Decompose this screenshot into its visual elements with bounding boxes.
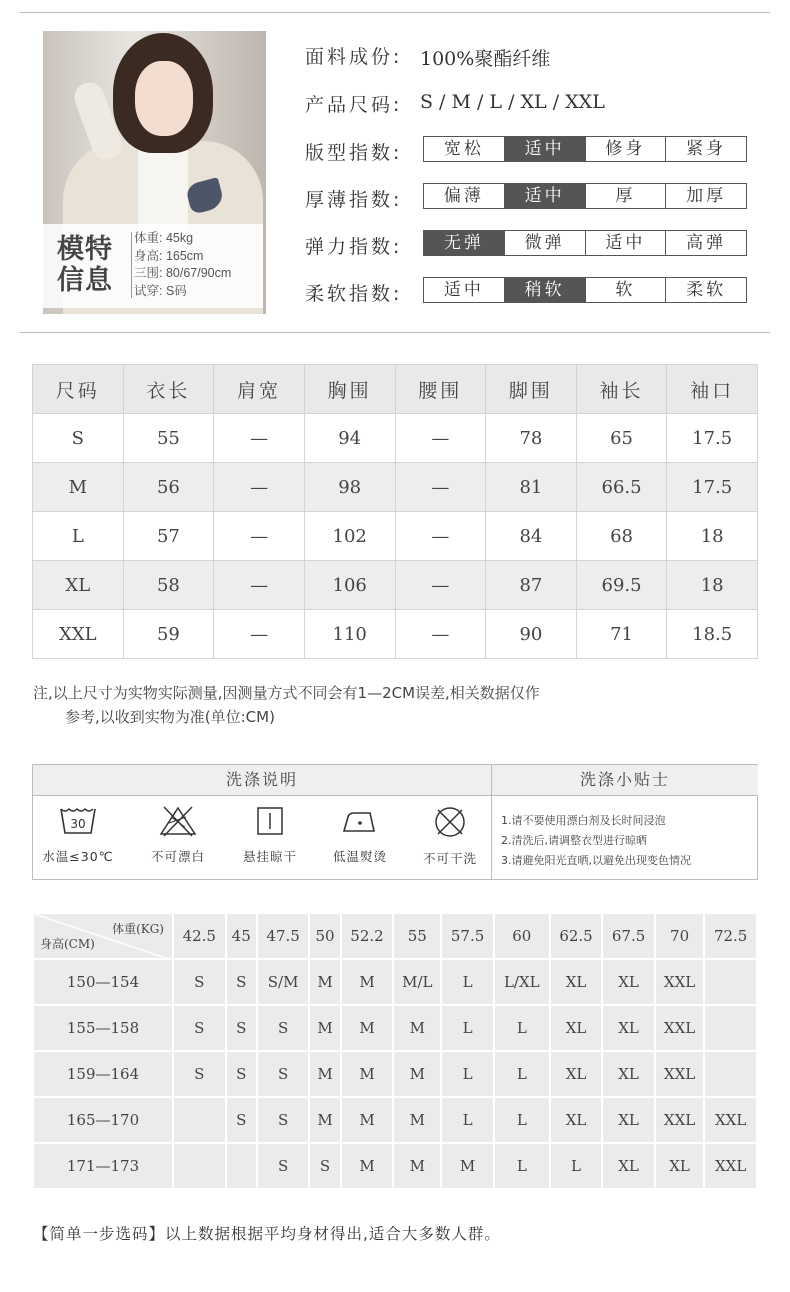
recommend-size-cell: S [173,959,226,1005]
weight-cell: 50 [309,913,340,959]
size-cell: S [33,414,124,463]
recommend-size-cell: L [441,959,494,1005]
recommend-size-cell: S [226,1051,257,1097]
height-range-cell: 159—164 [33,1051,173,1097]
size-cell: 69.5 [576,561,667,610]
size-cell: — [395,561,486,610]
no-dry-clean-item [405,805,495,867]
model-info-lines [134,230,231,300]
size-cell: 84 [486,512,577,561]
recommend-size-cell: L [494,1143,550,1189]
size-cell: 102 [304,512,395,561]
size-cell: 55 [123,414,214,463]
recommend-size-cell: M [393,1097,441,1143]
size-cell: 68 [576,512,667,561]
hang-dry-label: 悬挂晾干 [242,849,297,864]
scale-option: 厚 [585,184,666,208]
size-cell: — [214,512,305,561]
weight-cell: 55 [393,913,441,959]
size-cell: — [395,610,486,659]
height-range-cell: 171—173 [33,1143,173,1189]
wash-30-glyph: 30 [70,817,86,831]
size-cell: 65 [576,414,667,463]
scale-option: 适中 [443,280,484,300]
scale-option: 软 [585,278,666,302]
size-cell: 106 [304,561,395,610]
scale-bar [423,183,747,209]
size-cell: 18.5 [667,610,758,659]
recommend-size-cell: L [441,1097,494,1143]
size-row [33,512,758,561]
recommend-size-cell: S [173,1005,226,1051]
model-size: 试穿: S码 [134,283,187,298]
recommend-size-cell: M [309,1051,340,1097]
recommend-row [33,959,757,1005]
recommend-size-cell: M [393,1005,441,1051]
size-table [32,364,758,659]
size-cell: XL [33,561,124,610]
scale-option-selected: 无弹 [424,231,504,255]
fabric-value: 100%聚酯纤维 [420,48,551,70]
size-recommendation-table [32,912,758,1190]
scale-option-selected: 适中 [504,184,585,208]
weight-cell: 70 [655,913,704,959]
model-height: 身高: 165cm [134,248,204,263]
recommend-size-cell: S [173,1051,226,1097]
footer-note: 【简单一步选码】以上数据根据平均身材得出,适合大多数人群。 [33,1225,501,1243]
low-iron-item [315,805,405,865]
size-cell: 78 [486,414,577,463]
weight-cell: 60 [494,913,550,959]
size-cell: 58 [123,561,214,610]
recommend-size-cell: S [226,959,257,1005]
weight-cell: 42.5 [173,913,226,959]
size-cell: 87 [486,561,577,610]
wash-tip: 2.清洗后,请调整衣型进行晾晒 [501,834,647,847]
recommend-size-cell: M [393,1143,441,1189]
recommend-size-cell [704,1051,757,1097]
wash-30-icon [58,805,98,837]
scale-option: 修身 [585,137,666,161]
recommend-size-cell: XL [550,1097,603,1143]
scale-option: 偏薄 [443,186,484,206]
weight-cell: 67.5 [602,913,655,959]
wash-title: 洗涤说明 [33,765,491,796]
scale-option: 柔软 [665,278,746,302]
size-cell: 81 [486,463,577,512]
size-header-cell: 尺码 [33,365,124,414]
size-cell: 98 [304,463,395,512]
size-header-cell: 脚围 [486,365,577,414]
size-cell: 66.5 [576,463,667,512]
recommend-size-cell: M [309,959,340,1005]
recommend-size-cell [173,1143,226,1189]
recommend-size-cell: XL [602,1097,655,1143]
recommend-size-cell: XXL [655,1051,704,1097]
size-cell: 56 [123,463,214,512]
wash-care-panel [32,764,758,880]
no-bleach-icon [158,805,198,837]
wash-30-item [33,805,123,865]
wash-tip: 3.请避免阳光直晒,以避免出现变色情况 [501,854,691,867]
recommend-size-cell [704,1005,757,1051]
size-cell: 17.5 [667,414,758,463]
size-cell: — [214,463,305,512]
size-cell: L [33,512,124,561]
size-cell: 57 [123,512,214,561]
size-cell: 18 [667,561,758,610]
recommend-size-cell: M [341,959,394,1005]
scale-label: 版型指数: [305,142,403,164]
size-cell: 94 [304,414,395,463]
recommend-size-cell: S [257,1097,310,1143]
fabric-label: 面料成份: [305,46,403,68]
recommend-size-cell: XXL [704,1097,757,1143]
size-cell: 90 [486,610,577,659]
size-cell: — [395,463,486,512]
measurement-note [33,681,753,729]
recommend-size-cell: S [226,1005,257,1051]
scale-bar [423,230,747,256]
size-cell: — [395,414,486,463]
recommend-row [33,1097,757,1143]
scale-option: 高弹 [665,231,746,255]
size-cell: 110 [304,610,395,659]
scale-option: 宽松 [443,139,484,159]
recommend-row [33,1143,757,1189]
recommend-size-cell: XL [550,1051,603,1097]
size-cell: 59 [123,610,214,659]
recommend-size-cell: S [226,1097,257,1143]
recommend-size-cell: XL [655,1143,704,1189]
recommend-size-cell: XXL [655,959,704,1005]
size-cell: — [214,414,305,463]
recommend-size-cell: L [441,1005,494,1051]
model-info-title: 模特信息 [57,234,113,296]
size-table-header [33,365,758,414]
scale-bar [423,136,747,162]
wash-tip: 1.请不要使用漂白剂及长时间浸泡 [501,814,666,827]
recommend-size-cell: L [441,1051,494,1097]
recommend-size-cell: XL [602,959,655,1005]
recommend-header-row [33,913,757,959]
wash-tips-title: 洗涤小贴士 [491,765,758,796]
size-header-cell: 袖长 [576,365,667,414]
recommend-size-cell: L/XL [494,959,550,1005]
recommend-size-cell: M/L [393,959,441,1005]
size-cell: XXL [33,610,124,659]
scale-option-selected: 适中 [504,137,585,161]
top-divider [20,12,770,13]
recommend-size-cell: S [257,1051,310,1097]
weight-header: 体重(KG) [112,922,164,936]
recommend-size-cell: L [494,1005,550,1051]
mid-divider [20,332,770,333]
weight-cell: 62.5 [550,913,603,959]
sizes-value: S / M / L / XL / XXL [420,91,605,113]
weight-cell: 57.5 [441,913,494,959]
sizes-label: 产品尺码: [305,94,403,116]
recommend-size-cell [173,1097,226,1143]
recommend-size-cell: M [309,1005,340,1051]
recommend-row [33,1051,757,1097]
size-header-cell: 袖口 [667,365,758,414]
recommend-size-cell: S [309,1143,340,1189]
size-cell: — [395,512,486,561]
height-range-cell: 165—170 [33,1097,173,1143]
recommend-size-cell: M [341,1051,394,1097]
scale-label: 弹力指数: [305,236,403,258]
size-cell: 18 [667,512,758,561]
hang-dry-item [225,805,315,865]
hang-dry-icon [250,805,290,837]
low-iron-icon [340,805,380,837]
recommend-size-cell: L [494,1097,550,1143]
recommend-size-cell: L [550,1143,603,1189]
scale-option: 紧身 [665,137,746,161]
recommend-size-cell: XXL [704,1143,757,1189]
recommend-size-cell: M [309,1097,340,1143]
scale-option: 加厚 [665,184,746,208]
wash-tips-list [501,811,691,871]
scale-label: 柔软指数: [305,283,403,305]
scale-option-selected: 稍软 [504,278,585,302]
height-range-cell: 155—158 [33,1005,173,1051]
low-iron-label: 低温熨烫 [332,849,387,864]
size-cell: 71 [576,610,667,659]
recommend-size-cell: XXL [655,1097,704,1143]
height-range-cell: 150—154 [33,959,173,1005]
recommend-size-cell: XL [602,1051,655,1097]
scale-label: 厚薄指数: [305,189,403,211]
size-row [33,463,758,512]
recommend-size-cell: XL [550,959,603,1005]
weight-cell: 45 [226,913,257,959]
weight-cell: 47.5 [257,913,310,959]
height-header: 身高(CM) [40,937,95,951]
recommend-size-cell: M [393,1051,441,1097]
size-header-cell: 腰围 [395,365,486,414]
recommend-row [33,1005,757,1051]
recommend-size-cell: XL [602,1143,655,1189]
recommend-size-cell: L [494,1051,550,1097]
recommend-size-cell: XXL [655,1005,704,1051]
weight-cell: 72.5 [704,913,757,959]
size-row [33,414,758,463]
recommend-size-cell: M [341,1143,394,1189]
weight-cell: 52.2 [341,913,394,959]
recommend-size-cell: XL [602,1005,655,1051]
no-bleach-label: 不可漂白 [150,849,205,864]
recommend-size-cell: S [257,1005,310,1051]
recommend-size-cell [226,1143,257,1189]
scale-bar [423,277,747,303]
recommend-size-cell: S [257,1143,310,1189]
scale-option: 微弹 [504,231,585,255]
model-info-box [43,224,263,308]
size-header-cell: 衣长 [123,365,214,414]
note-line-1: 注,以上尺寸为实物实际测量,因测量方式不同会有1—2CM误差,相关数据仅作 [33,684,540,702]
size-row [33,561,758,610]
recommend-size-cell: M [341,1097,394,1143]
note-line-2: 参考,以收到实物为准(单位:CM) [65,708,275,726]
recommend-size-cell: S/M [257,959,310,1005]
size-cell: — [214,610,305,659]
size-header-cell: 肩宽 [214,365,305,414]
recommend-size-cell: M [341,1005,394,1051]
size-row [33,610,758,659]
model-weight: 体重: 45kg [134,231,194,245]
model-measurements: 三围: 80/67/90cm [134,266,232,280]
recommend-size-cell: M [441,1143,494,1189]
recommend-size-cell [704,959,757,1005]
no-bleach-item [133,805,223,865]
size-header-cell: 胸围 [304,365,395,414]
size-cell: 17.5 [667,463,758,512]
recommend-size-cell: XL [550,1005,603,1051]
wash-30-label: 水温≤30℃ [42,849,114,864]
no-dry-clean-icon [430,805,470,839]
scale-option: 适中 [585,231,666,255]
size-cell: — [214,561,305,610]
no-dry-clean-label: 不可干洗 [422,851,477,866]
recommend-corner-cell [33,913,173,959]
size-cell: M [33,463,124,512]
